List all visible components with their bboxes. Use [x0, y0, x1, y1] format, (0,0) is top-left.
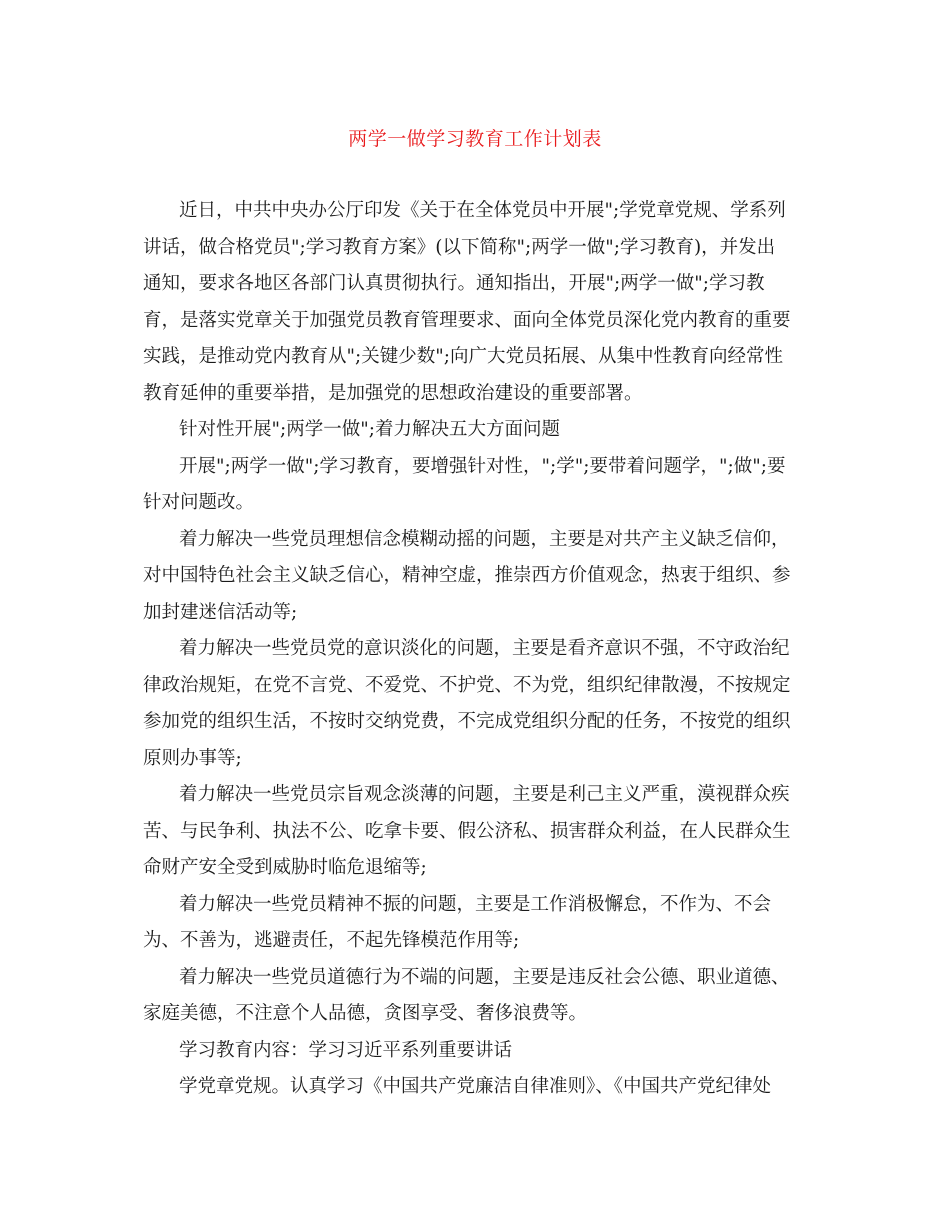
body-line: 对中国特色社会主义缺乏信心，精神空虚，推崇西方价值观念，热衷于组织、参	[143, 565, 791, 586]
body-line: 实践，是推动党内教育从";关键少数";向广大党员拓展、从集中性教育向经常性	[143, 346, 783, 367]
body-line: 原则办事等;	[143, 747, 242, 769]
body-line: 加封建迷信活动等;	[143, 601, 298, 623]
body-line: 着力解决一些党员党的意识淡化的问题，主要是看齐意识不强，不守政治纪	[179, 638, 790, 659]
body-line: 着力解决一些党员精神不振的问题，主要是工作消极懈怠，不作为、不会	[179, 893, 772, 915]
body-line: 着力解决一些党员道德行为不端的问题，主要是违反社会公德、职业道德、	[179, 966, 790, 988]
body-line: 参加党的组织生活，不按时交纳党费，不完成党组织分配的任务，不按党的组织	[143, 711, 791, 732]
document-title: 两学一做学习教育工作计划表	[348, 128, 602, 150]
body-line: 开展";两学一做";学习教育，要增强针对性，";学";要带着问题学，";做";要	[179, 455, 786, 477]
body-line: 学习教育内容：学习习近平系列重要讲话	[179, 1039, 513, 1061]
body-line: 近日，中共中央办公厅印发《关于在全体党员中开展";学党章党规、学系列	[179, 200, 786, 221]
body-line: 学党章党规。认真学习《中国共产党廉洁自律准则》、《中国共产党纪律处	[179, 1076, 772, 1097]
body-line: 为、不善为，逃避责任，不起先锋模范作用等;	[143, 930, 520, 951]
body-line: 讲话，做合格党员";学习教育方案》(以下简称";两学一做";学习教育)，并发出	[143, 236, 776, 258]
document-body	[143, 193, 809, 1106]
body-line: 着力解决一些党员宗旨观念淡薄的问题，主要是利己主义严重，漠视群众疾	[179, 784, 790, 805]
body-line: 命财产安全受到威胁时临危退缩等;	[143, 857, 427, 878]
body-line: 针对问题改。	[143, 492, 255, 513]
body-line: 家庭美德，不注意个人品德，贪图享受、奢侈浪费等。	[143, 1003, 588, 1024]
body-line: 律政治规矩，在党不言党、不爱党、不护党、不为党，组织纪律散漫，不按规定	[143, 674, 791, 696]
body-line: 苦、与民争利、执法不公、吃拿卡要、假公济私、损害群众利益，在人民群众生	[143, 820, 791, 842]
body-line: 教育延伸的重要举措，是加强党的思想政治建设的重要部署。	[143, 382, 643, 404]
body-line: 着力解决一些党员理想信念模糊动摇的问题，主要是对共产主义缺乏信仰，	[179, 528, 790, 550]
body-line: 针对性开展";两学一做";着力解决五大方面问题	[179, 419, 560, 440]
body-line: 通知，要求各地区各部门认真贯彻执行。通知指出，开展";两学一做";学习教	[143, 273, 765, 294]
body-line: 育，是落实党章关于加强党员教育管理要求、面向全体党员深化党内教育的重要	[143, 309, 791, 331]
